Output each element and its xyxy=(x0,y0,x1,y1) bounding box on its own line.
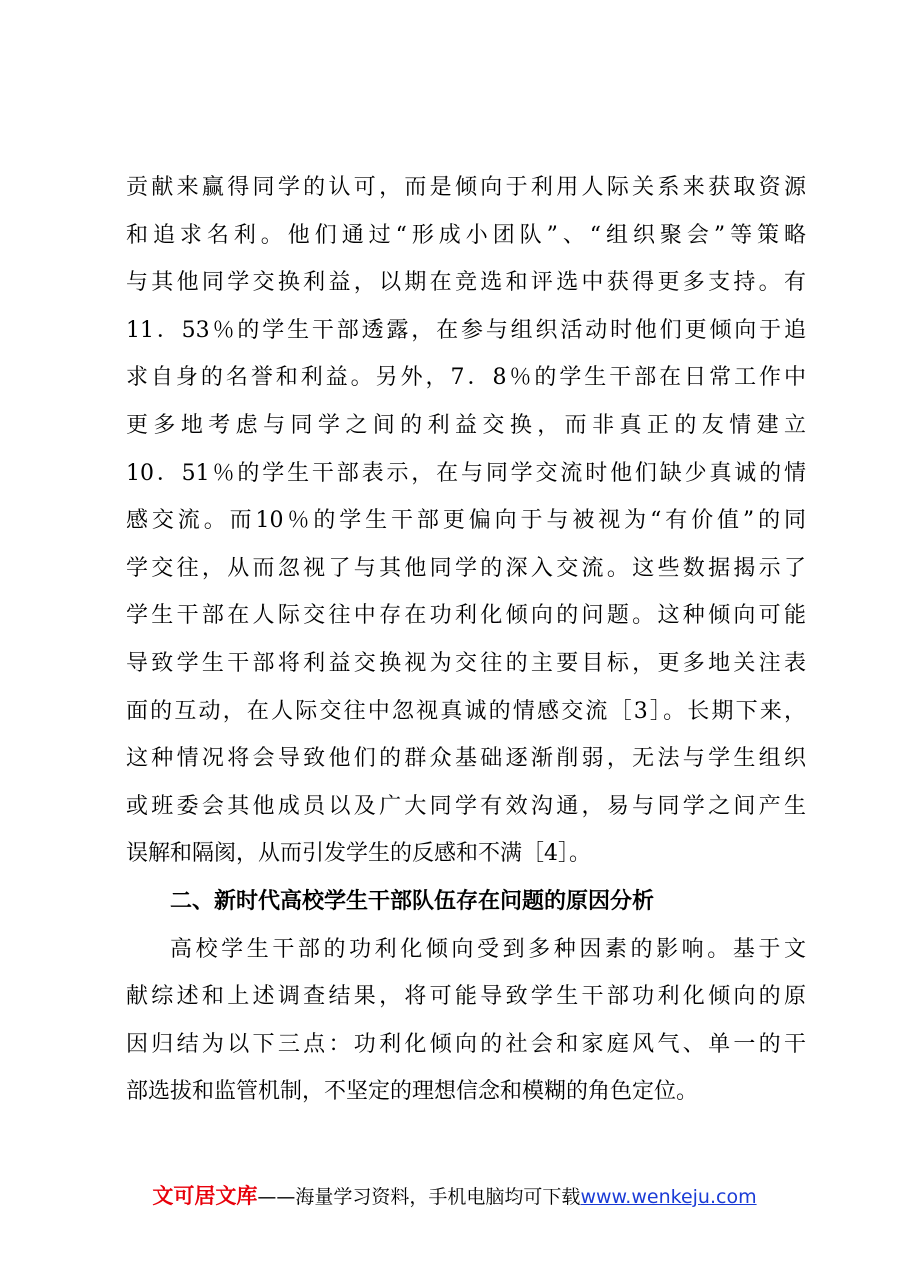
body-line: 面的互动，在人际交往中忽视真诚的情感交流［3］。长期下来， xyxy=(126,698,806,724)
body-line: 感交流。而10％的学生干部更偏向于与被视为“有价值”的同 xyxy=(126,508,806,534)
body-line: 10．51％的学生干部表示，在与同学交流时他们缺少真诚的情 xyxy=(126,460,806,486)
body-line: 11．53％的学生干部透露，在参与组织活动时他们更倾向于追 xyxy=(126,317,806,343)
brand-name: 文可居文库 xyxy=(152,1184,258,1208)
footer-tagline: ——海量学习资料，手机电脑均可下载 xyxy=(257,1186,581,1208)
body-line: 学生干部在人际交往中存在功利化倾向的问题。这种倾向可能 xyxy=(126,603,806,629)
body-line: 和追求名利。他们通过“形成小团队”、“组织聚会”等策略 xyxy=(126,222,806,248)
body-line: 更多地考虑与同学之间的利益交换，而非真正的友情建立 xyxy=(126,412,806,438)
document-body xyxy=(126,164,806,1116)
body-line: 误解和隔阂，从而引发学生的反感和不满［4］。 xyxy=(126,841,591,867)
body-line: 部选拔和监管机制，不坚定的理想信念和模糊的角色定位。 xyxy=(126,1079,699,1105)
body-line: 这种情况将会导致他们的群众基础逐渐削弱，无法与学生组织 xyxy=(126,746,806,772)
body-line: 高校学生干部的功利化倾向受到多种因素的影响。基于文 xyxy=(170,936,806,962)
body-line: 贡献来赢得同学的认可，而是倾向于利用人际关系来获取资源 xyxy=(126,175,806,200)
body-line: 或班委会其他成员以及广大同学有效沟通，易与同学之间产生 xyxy=(126,793,806,819)
body-line: 献综述和上述调查结果，将可能导致学生干部功利化倾向的原 xyxy=(126,984,806,1010)
body-line: 导致学生干部将利益交换视为交往的主要目标，更多地关注表 xyxy=(126,650,806,676)
website-link[interactable]: www.wenkeju.com xyxy=(580,1186,757,1208)
body-line: 与其他同学交换利益，以期在竞选和评选中获得更多支持。有 xyxy=(126,270,806,296)
body-line: 学交往，从而忽视了与其他同学的深入交流。这些数据揭示了 xyxy=(126,555,806,581)
body-line: 因归结为以下三点：功利化倾向的社会和家庭风气、单一的干 xyxy=(126,1031,806,1057)
section-heading: 二、新时代高校学生干部队伍存在问题的原因分析 xyxy=(170,888,655,914)
body-line: 求自身的名誉和利益。另外，7．8％的学生干部在日常工作中 xyxy=(126,365,806,391)
footer-banner xyxy=(0,1180,909,1210)
